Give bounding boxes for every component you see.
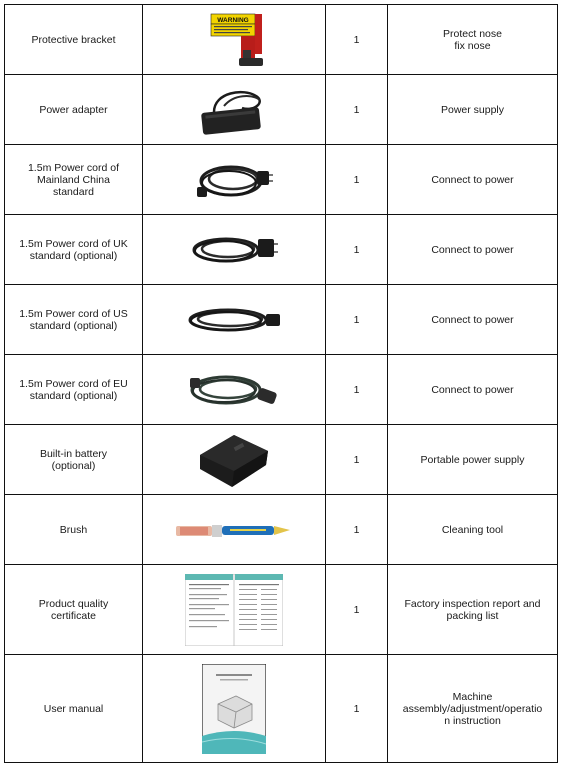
item-name: User manual — [43, 702, 104, 715]
table-row — [5, 285, 558, 355]
item-name: Built-in battery (optional) — [39, 447, 108, 472]
item-name-cell — [5, 565, 143, 655]
power-cord-image — [186, 368, 282, 412]
description-cell — [388, 655, 558, 763]
description-cell — [388, 145, 558, 215]
table-row — [5, 5, 558, 75]
quantity-value: 1 — [353, 453, 360, 466]
battery-image — [194, 429, 274, 491]
item-image-cell — [143, 145, 326, 215]
item-description: Factory inspection report and packing list — [404, 597, 541, 622]
certificate-image — [185, 574, 283, 646]
item-image-cell — [143, 75, 326, 145]
quantity-value: 1 — [353, 173, 360, 186]
description-cell — [388, 355, 558, 425]
item-name-cell — [5, 285, 143, 355]
item-description: Cleaning tool — [441, 523, 504, 536]
item-description: Connect to power — [431, 243, 514, 256]
item-name-cell — [5, 5, 143, 75]
item-description: Machine assembly/adjustment/operatio n instruction — [402, 690, 543, 727]
item-name-cell — [5, 215, 143, 285]
item-image-cell — [143, 285, 326, 355]
power-cord-image — [193, 157, 275, 203]
quantity-cell — [326, 355, 388, 425]
user-manual-image — [202, 664, 266, 754]
quantity-cell — [326, 5, 388, 75]
power-cord-image — [188, 229, 280, 271]
item-name-cell — [5, 655, 143, 763]
table-row — [5, 75, 558, 145]
warning-label: WARNING — [217, 16, 249, 24]
quantity-cell — [326, 655, 388, 763]
quantity-value: 1 — [353, 523, 360, 536]
item-description: Portable power supply — [420, 453, 525, 466]
item-name: Protective bracket — [31, 33, 116, 46]
description-cell — [388, 495, 558, 565]
item-name: Brush — [59, 523, 88, 536]
item-name-cell — [5, 425, 143, 495]
quantity-cell — [326, 285, 388, 355]
item-image-cell — [143, 5, 326, 75]
table-row — [5, 215, 558, 285]
quantity-value: 1 — [353, 603, 360, 616]
description-cell — [388, 565, 558, 655]
item-name-cell — [5, 75, 143, 145]
table-row — [5, 425, 558, 495]
item-name: 1.5m Power cord of Mainland China standard — [27, 161, 120, 198]
description-cell — [388, 215, 558, 285]
table-row — [5, 655, 558, 763]
item-image-cell — [143, 425, 326, 495]
item-name: 1.5m Power cord of EU standard (optional) — [19, 377, 128, 402]
item-name: 1.5m Power cord of US standard (optional) — [19, 307, 128, 332]
description-cell — [388, 75, 558, 145]
table-row — [5, 355, 558, 425]
brush-image — [174, 520, 294, 540]
power-cord-image — [184, 300, 284, 340]
quantity-value: 1 — [353, 383, 360, 396]
description-cell — [388, 425, 558, 495]
item-name: 1.5m Power cord of UK standard (optional) — [19, 237, 128, 262]
quantity-value: 1 — [353, 243, 360, 256]
quantity-value: 1 — [353, 313, 360, 326]
power-adapter-image — [194, 82, 274, 138]
item-image-cell — [143, 215, 326, 285]
item-image-cell — [143, 655, 326, 763]
table-row — [5, 495, 558, 565]
quantity-cell — [326, 425, 388, 495]
item-description: Connect to power — [431, 173, 514, 186]
quantity-cell — [326, 495, 388, 565]
table-row — [5, 565, 558, 655]
item-image-cell — [143, 565, 326, 655]
quantity-cell — [326, 75, 388, 145]
description-cell — [388, 5, 558, 75]
quantity-cell — [326, 215, 388, 285]
item-name: Power adapter — [39, 103, 108, 116]
item-description: Connect to power — [431, 383, 514, 396]
item-image-cell — [143, 355, 326, 425]
packing-list-table — [4, 4, 558, 763]
item-name: Product quality certificate — [38, 597, 109, 622]
item-name-cell — [5, 355, 143, 425]
description-cell — [388, 285, 558, 355]
quantity-value: 1 — [353, 33, 360, 46]
quantity-value: 1 — [353, 103, 360, 116]
item-description: Connect to power — [431, 313, 514, 326]
table-row — [5, 145, 558, 215]
quantity-value: 1 — [353, 702, 360, 715]
item-image-cell — [143, 495, 326, 565]
protective-bracket-image — [203, 12, 265, 68]
item-name-cell — [5, 145, 143, 215]
item-description: Power supply — [440, 103, 505, 116]
quantity-cell — [326, 145, 388, 215]
item-description: Protect nose fix nose — [443, 27, 502, 52]
item-name-cell — [5, 495, 143, 565]
quantity-cell — [326, 565, 388, 655]
